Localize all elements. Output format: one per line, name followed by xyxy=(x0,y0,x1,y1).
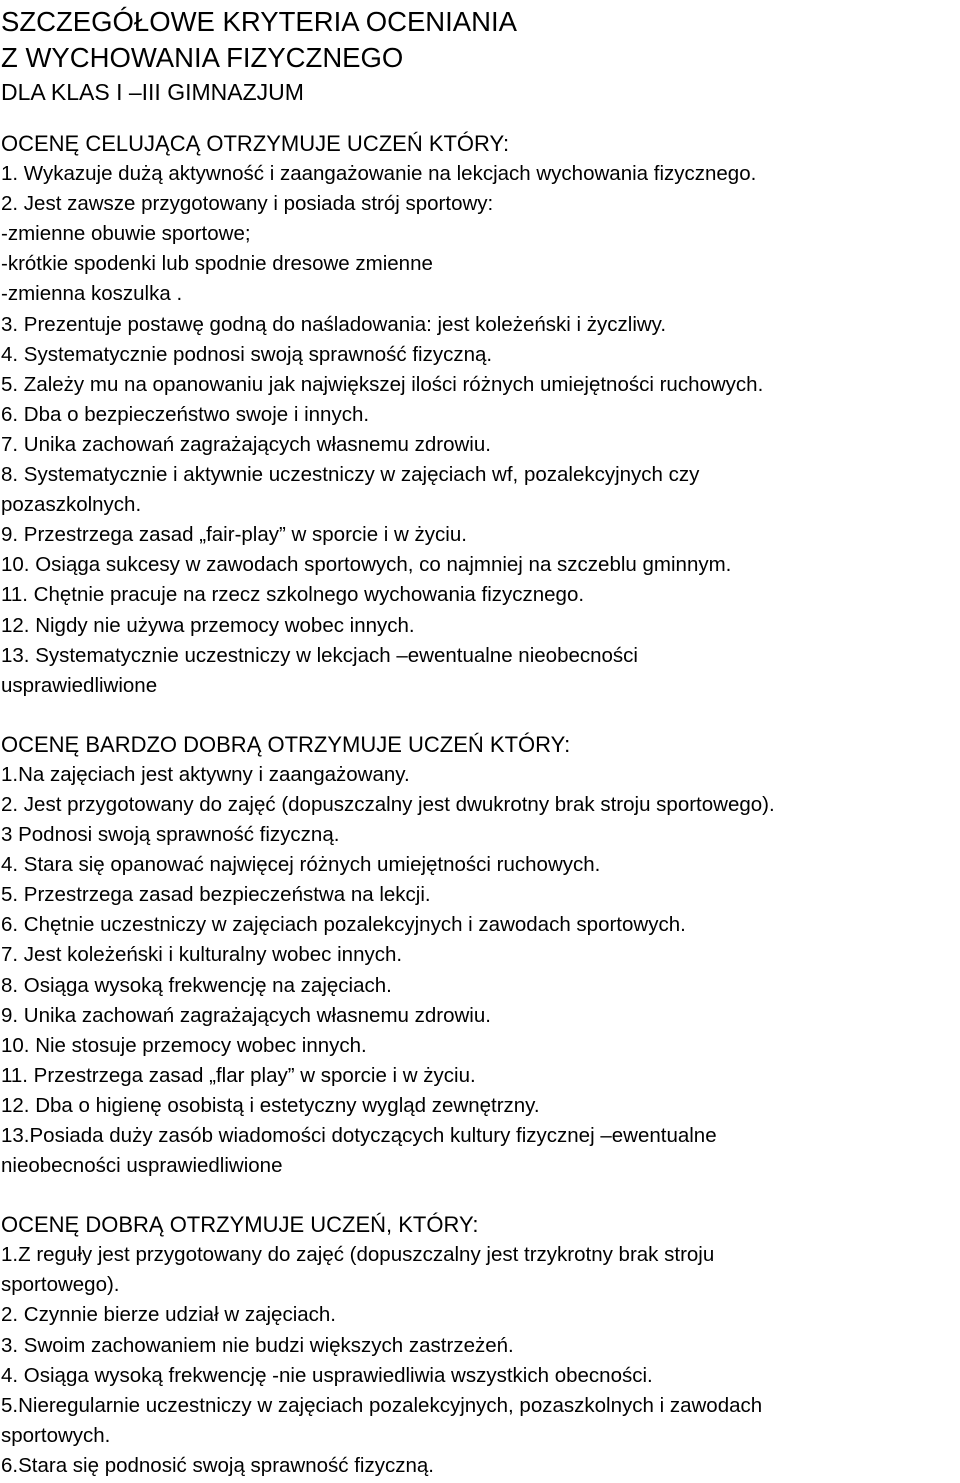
list-item: 2. Jest zawsze przygotowany i posiada strój sportowy: xyxy=(1,192,494,216)
list-item: 1.Z reguły jest przygotowany do zajęć (dopuszczalny jest trzykrotny brak stroju xyxy=(1,1243,715,1267)
list-item: 4. Osiąga wysoką frekwencję -nie usprawiedliwia wszystkich obecności. xyxy=(1,1363,653,1387)
list-item: sportowych. xyxy=(1,1423,111,1447)
list-item: -krótkie spodenki lub spodnie dresowe zmienne xyxy=(1,252,433,276)
list-item: 10. Osiąga sukcesy w zawodach sportowych, co najmniej na szczeblu gminnym. xyxy=(1,553,732,577)
list-item: 1.Na zajęciach jest aktywny i zaangażowany. xyxy=(1,762,410,786)
document-title-line-2: Z WYCHOWANIA FIZYCZNEGO xyxy=(1,41,404,73)
list-item: 3. Swoim zachowaniem nie budzi większych zastrzeżeń. xyxy=(1,1333,514,1357)
list-item: 7. Unika zachowań zagrażających własnemu zdrowiu. xyxy=(1,432,491,456)
list-item: 13.Posiada duży zasób wiadomości dotyczących kultury fizycznej –ewentualne xyxy=(1,1124,717,1147)
section-bardzo-dobra xyxy=(0,730,960,1181)
list-item: 5. Zależy mu na opanowaniu jak największej ilości różnych umiejętności ruchowych. xyxy=(1,372,764,396)
list-item: nieobecności usprawiedliwione xyxy=(1,1154,283,1178)
list-item: 3 Podnosi swoją sprawność fizyczną. xyxy=(1,823,340,847)
list-item: 5.Nieregularnie uczestniczy w zajęciach pozalekcyjnych, pozaszkolnych i zawodach xyxy=(1,1393,763,1417)
list-item: 5. Przestrzega zasad bezpieczeństwa na lekcji. xyxy=(1,883,431,907)
list-item: -zmienna koszulka . xyxy=(1,282,183,306)
section-heading: OCENĘ DOBRĄ OTRZYMUJE UCZEŃ, KTÓRY: xyxy=(1,1212,479,1238)
list-item: 8. Osiąga wysoką frekwencję na zajęciach. xyxy=(1,973,392,997)
list-item: 4. Stara się opanować najwięcej różnych umiejętności ruchowych. xyxy=(1,853,601,877)
list-item: 3. Prezentuje postawę godną do naśladowania: jest koleżeński i życzliwy. xyxy=(1,312,667,336)
list-item: sportowego). xyxy=(1,1273,120,1297)
document-page xyxy=(0,4,960,1481)
list-item: 13. Systematycznie uczestniczy w lekcjach –ewentualne nieobecności xyxy=(1,643,638,667)
spacer xyxy=(0,1181,960,1210)
list-item: 7. Jest koleżeński i kulturalny wobec innych. xyxy=(1,943,403,967)
spacer xyxy=(0,109,960,129)
list-item: 11. Chętnie pracuje na rzecz szkolnego wychowania fizycznego. xyxy=(1,583,585,607)
list-item: 11. Przestrzega zasad „flar play” w sporcie i w życiu. xyxy=(1,1063,476,1087)
list-item: 4. Systematycznie podnosi swoją sprawność fizyczną. xyxy=(1,342,493,366)
list-item: 8. Systematycznie i aktywnie uczestniczy w zajęciach wf, pozalekcyjnych czy xyxy=(1,463,700,487)
list-item: 6.Stara się podnosić swoją sprawność fizyczną. xyxy=(1,1453,434,1477)
section-celujaca xyxy=(0,129,960,701)
document-subtitle: DLA KLAS I –III GIMNAZJUM xyxy=(1,79,304,105)
document-title-line-1: SZCZEGÓŁOWE KRYTERIA OCENIANIA xyxy=(1,6,517,37)
list-item: 6. Dba o bezpieczeństwo swoje i innych. xyxy=(1,402,370,426)
section-heading: OCENĘ BARDZO DOBRĄ OTRZYMUJE UCZEŃ KTÓRY: xyxy=(1,731,571,757)
list-item: 1. Wykazuje dużą aktywność i zaangażowanie na lekcjach wychowania fizycznego. xyxy=(1,162,757,186)
list-item: 12. Nigdy nie używa przemocy wobec innych. xyxy=(1,613,415,637)
list-item: 10. Nie stosuje przemocy wobec innych. xyxy=(1,1033,367,1057)
list-item: 9. Przestrzega zasad „fair-play” w sporcie i w życiu. xyxy=(1,523,467,547)
section-heading: OCENĘ CELUJĄCĄ OTRZYMUJE UCZEŃ KTÓRY: xyxy=(1,131,510,156)
list-item: -zmienne obuwie sportowe; xyxy=(1,222,251,246)
spacer xyxy=(0,701,960,730)
list-item: 6. Chętnie uczestniczy w zajęciach pozalekcyjnych i zawodach sportowych. xyxy=(1,913,686,937)
list-item: 12. Dba o higienę osobistą i estetyczny wygląd zewnętrzny. xyxy=(1,1093,540,1117)
section-dobra xyxy=(0,1210,960,1481)
list-item: 2. Jest przygotowany do zajęć (dopuszczalny jest dwukrotny brak stroju sportowego). xyxy=(1,792,775,816)
list-item: 2. Czynnie bierze udział w zajęciach. xyxy=(1,1303,336,1327)
list-item: pozaszkolnych. xyxy=(1,493,142,517)
list-item: usprawiedliwione xyxy=(1,673,158,697)
list-item: 9. Unika zachowań zagrażających własnemu zdrowiu. xyxy=(1,1003,491,1027)
